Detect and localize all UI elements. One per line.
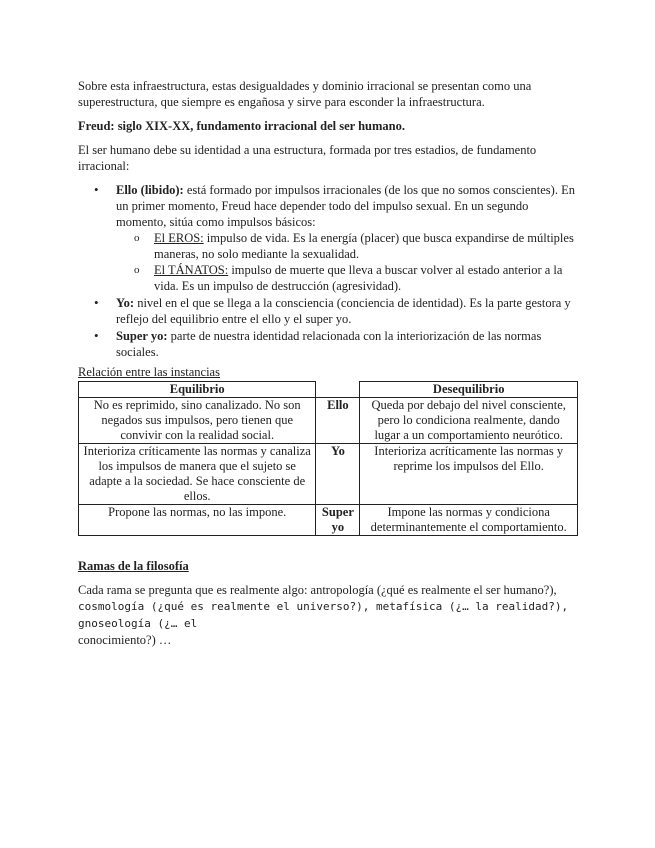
- cell-desequilibrio: Interioriza acríticamente las normas y reprime los impulsos del Ello.: [360, 444, 578, 505]
- cell-equilibrio: Interioriza críticamente las normas y canaliza los impulsos de manera que el sujeto se adapte a la sociedad. Se hace consciente de ellos.: [79, 444, 316, 505]
- tanatos-text: impulso de muerte que lleva a buscar volver al estado anterior a la vida. Es un impulso de destrucción (agresividad).: [154, 263, 563, 293]
- tanatos-term: El TÁNATOS:: [154, 263, 229, 277]
- cell-equilibrio: Propone las normas, no las impone.: [79, 505, 316, 536]
- list-item-superyo: [78, 328, 578, 360]
- header-desequilibrio: Desequilibrio: [360, 382, 578, 398]
- ello-sublist: [116, 230, 578, 294]
- cell-instance: Ello: [316, 398, 360, 444]
- header-equilibrio: Equilibrio: [79, 382, 316, 398]
- ramas-line-1: Cada rama se pregunta que es realmente algo: antropología (¿qué es realmente el ser humano?),: [78, 583, 557, 597]
- cell-desequilibrio: Queda por debajo del nivel consciente, pero lo condiciona realmente, dando lugar a un comportamiento neurótico.: [360, 398, 578, 444]
- eros-term: El EROS:: [154, 231, 204, 245]
- ello-text: está formado por impulsos irracionales (de los que no somos conscientes). En un primer momento, Freud hace depender todo del impulso sexual. En un segundo momento, sitúa como impulsos básicos:: [116, 183, 575, 229]
- yo-text: nivel en el que se llega a la consciencia (conciencia de identidad). Es la parte gestora y reflejo del equilibrio entre el ello y el super yo.: [116, 296, 571, 326]
- freud-intro: El ser humano debe su identidad a una estructura, formada por tres estadios, de fundamento irracional:: [78, 143, 537, 173]
- instances-list: [78, 182, 578, 360]
- table-row: [79, 398, 578, 444]
- list-item-yo: [78, 295, 578, 327]
- list-item-ello: [78, 182, 578, 294]
- freud-heading: Freud: siglo XIX-XX, fundamento irracional del ser humano.: [78, 119, 405, 133]
- ramas-paragraph: [78, 582, 578, 648]
- table-caption: Relación entre las instancias: [78, 365, 220, 379]
- list-item-eros: [116, 230, 578, 262]
- cell-instance: Super yo: [316, 505, 360, 536]
- intro-paragraph: Sobre esta infraestructura, estas desigualdades y dominio irracional se presentan como una superestructura, que siempre es engañosa y sirve para esconder la infraestructura.: [78, 79, 532, 109]
- ramas-line-2: cosmología (¿qué es realmente el universo?), metafísica (¿… la realidad?), gnoseología (¿… el: [78, 600, 569, 630]
- instances-table: [78, 381, 578, 536]
- superyo-term: Super yo:: [116, 329, 168, 343]
- cell-equilibrio: No es reprimido, sino canalizado. No son negados sus impulsos, pero tienen que convivir con la realidad social.: [79, 398, 316, 444]
- ramas-line-3: conocimiento?) …: [78, 633, 172, 647]
- eros-text: impulso de vida. Es la energía (placer) que busca expandirse de múltiples maneras, no solo mediante la sexualidad.: [154, 231, 574, 261]
- list-item-tanatos: [116, 262, 578, 294]
- cell-instance: Yo: [316, 444, 360, 505]
- ramas-heading: Ramas de la filosofía: [78, 559, 189, 573]
- cell-desequilibrio: Impone las normas y condiciona determinantemente el comportamiento.: [360, 505, 578, 536]
- yo-term: Yo:: [116, 296, 135, 310]
- superyo-text: parte de nuestra identidad relacionada con la interiorización de las normas sociales.: [116, 329, 542, 359]
- table-header-row: [79, 382, 578, 398]
- document-page: [78, 78, 578, 656]
- header-empty: [316, 382, 360, 398]
- ello-term: Ello (libido):: [116, 183, 184, 197]
- table-row: [79, 505, 578, 536]
- table-row: [79, 444, 578, 505]
